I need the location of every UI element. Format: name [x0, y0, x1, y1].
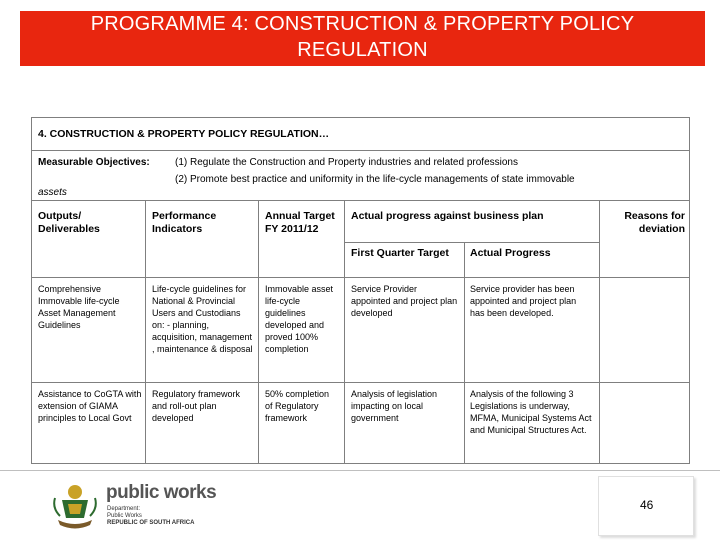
col-divider — [258, 201, 259, 464]
row2-actual-progress: Analysis of the following 3 Legislations is underway, MFMA, Municipal Systems Act and Municipal Structures Act. — [470, 389, 592, 435]
brand-subtitle-line-3: REPUBLIC OF SOUTH AFRICA — [107, 520, 195, 526]
col-divider — [464, 242, 465, 464]
row1-indicators: Life-cycle guidelines for National & Provincial Users and Custodians on: - planning, acquisition, management , maintenance & disposal — [152, 284, 253, 354]
section-heading — [32, 118, 689, 151]
brand-subtitle-line-1: Department: — [107, 506, 141, 512]
row1-actual-progress: Service provider has been appointed and project plan has been developed. — [470, 284, 577, 318]
objective-2-continued: assets — [38, 187, 67, 198]
header-reasons: Reasons for deviation — [624, 210, 685, 235]
col-divider — [344, 201, 345, 464]
col-divider — [599, 201, 600, 464]
row1-outputs: Comprehensive Immovable life-cycle Asset Management Guidelines — [38, 284, 120, 330]
header-first-quarter: First Quarter Target — [351, 247, 449, 259]
header-actual-progress: Actual Progress — [470, 247, 551, 259]
row1-target: Immovable asset life-cycle guidelines developed and proved 100% completion — [265, 284, 334, 354]
row2-target: 50% completion of Regulatory framework — [265, 389, 330, 423]
row-divider — [344, 242, 599, 243]
header-outputs: Outputs/ Deliverables — [38, 210, 100, 235]
slide-title — [20, 11, 705, 63]
brand-subtitle-line-2: Public Works — [107, 513, 142, 519]
title-line-1: PROGRAMME 4: CONSTRUCTION & PROPERTY POLICY — [90, 13, 635, 35]
objective-1: (1) Regulate the Construction and Property industries and related professions — [175, 157, 518, 168]
objective-2: (2) Promote best practice and uniformity in the life-cycle managements of state immovable — [175, 174, 575, 185]
report-table — [31, 117, 690, 464]
row2-outputs: Assistance to CoGTA with extension of GIAMA principles to Local Govt — [38, 389, 142, 423]
header-indicators: Performance Indicators — [152, 210, 217, 235]
page-number: 46 — [640, 498, 654, 512]
header-target: Annual Target FY 2011/12 — [265, 210, 335, 235]
objectives-label: Measurable Objectives: — [38, 157, 150, 168]
title-line-2: REGULATION — [297, 39, 428, 61]
row-divider — [32, 382, 689, 383]
footer-divider — [0, 470, 720, 471]
row2-indicators: Regulatory framework and roll-out plan developed — [152, 389, 241, 423]
brand-wordmark: public works — [106, 482, 217, 503]
row1-first-quarter: Service Provider appointed and project plan developed — [351, 284, 458, 318]
header-progress: Actual progress against business plan — [351, 210, 544, 222]
objectives-block — [32, 151, 689, 201]
row2-first-quarter: Analysis of legislation impacting on local government — [351, 389, 438, 423]
section-heading-text: 4. CONSTRUCTION & PROPERTY POLICY REGULATION… — [38, 128, 330, 140]
col-divider — [145, 201, 146, 464]
brand-subtitle — [107, 506, 194, 527]
row-divider — [32, 277, 689, 278]
